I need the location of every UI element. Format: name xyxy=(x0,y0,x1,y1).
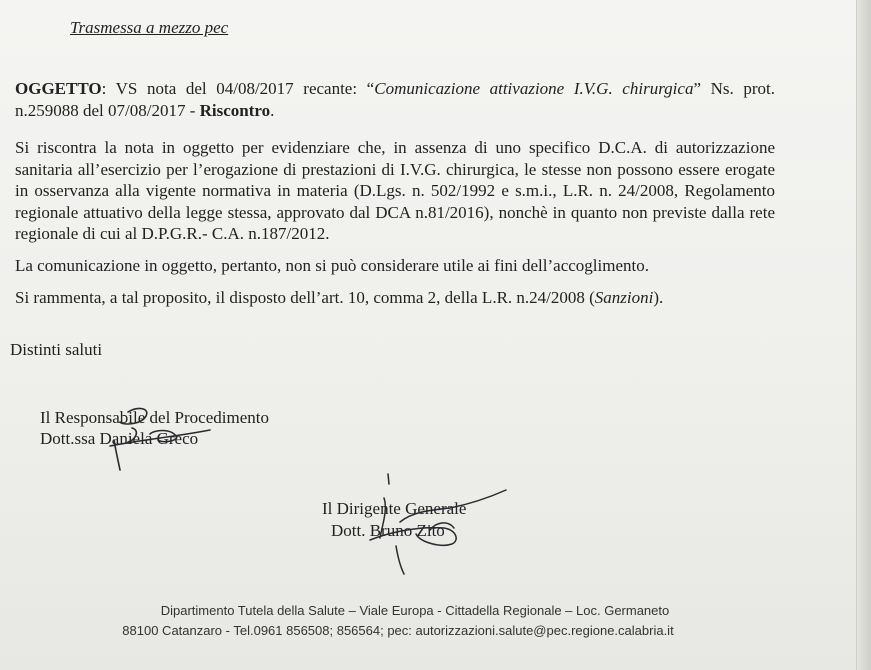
subject-protocol: ” Ns. prot. n.259088 del 07/08/2017 - xyxy=(15,79,775,120)
responsabile-role: Il Responsabile del Procedimento xyxy=(40,408,269,427)
footer-address: Dipartimento Tutela della Salute – Viale Europa - Cittadella Regionale – Loc. Germaneto xyxy=(160,603,670,618)
dirigente-name: Dott. Bruno Zito xyxy=(331,521,445,540)
subject-end: . xyxy=(270,100,275,120)
body-paragraph-3-end: ). xyxy=(653,288,664,307)
body-paragraph-2: La comunicazione in oggetto, pertanto, non si può considerare utile ai fini dell’accoglimento. xyxy=(15,256,649,275)
responsabile-signature-block xyxy=(40,407,269,449)
body-paragraph-3 xyxy=(15,287,775,309)
sanzioni-text: Sanzioni xyxy=(594,288,654,307)
subject-paragraph xyxy=(15,78,775,121)
transmission-note: Trasmessa a mezzo pec xyxy=(70,18,229,37)
dirigente-role: Il Dirigente Generale xyxy=(322,499,467,518)
subject-riscontro: Riscontro xyxy=(199,100,271,120)
footer-contacts: 88100 Catanzaro - Tel.0961 856508; 856564; pec: autorizzazioni.salute@pec.regione.calabria.it xyxy=(122,623,674,638)
page-edge xyxy=(856,0,871,670)
subject-title: Comunicazione attivazione I.V.G. chirurgica xyxy=(374,79,694,98)
subject-intro: : VS nota del 04/08/2017 recante: “ xyxy=(101,79,375,98)
subject-label: OGGETTO xyxy=(15,79,102,98)
dirigente-signature-block xyxy=(322,498,466,542)
responsabile-name: Dott.ssa Daniela Greco xyxy=(40,429,199,448)
body-paragraph-1: Si riscontra la nota in oggetto per evidenziare che, in assenza di uno specifico D.C.A. di autorizzazione sanitaria all’esercizio per l’erogazione di prestazioni di I.V.G. chirurgica, le stesse non possono essere erogate in osservanza alla vigente normativa in materia (D.Lgs. n. 502/1992 e s.m.i., L.R. n. 24/2008, Regolamento regionale attuativo della legge stessa, approvato dal DCA n.81/2016), nonchè in quanto non previste dalla rete regionale di cui al D.P.G.R.- C.A. n.187/2012. xyxy=(15,138,775,243)
body-paragraph-3-text: Si rammenta, a tal proposito, il disposto dell’art. 10, comma 2, della L.R. n.24/2008 ( xyxy=(15,288,595,307)
closing-salutation: Distinti saluti xyxy=(10,340,103,359)
